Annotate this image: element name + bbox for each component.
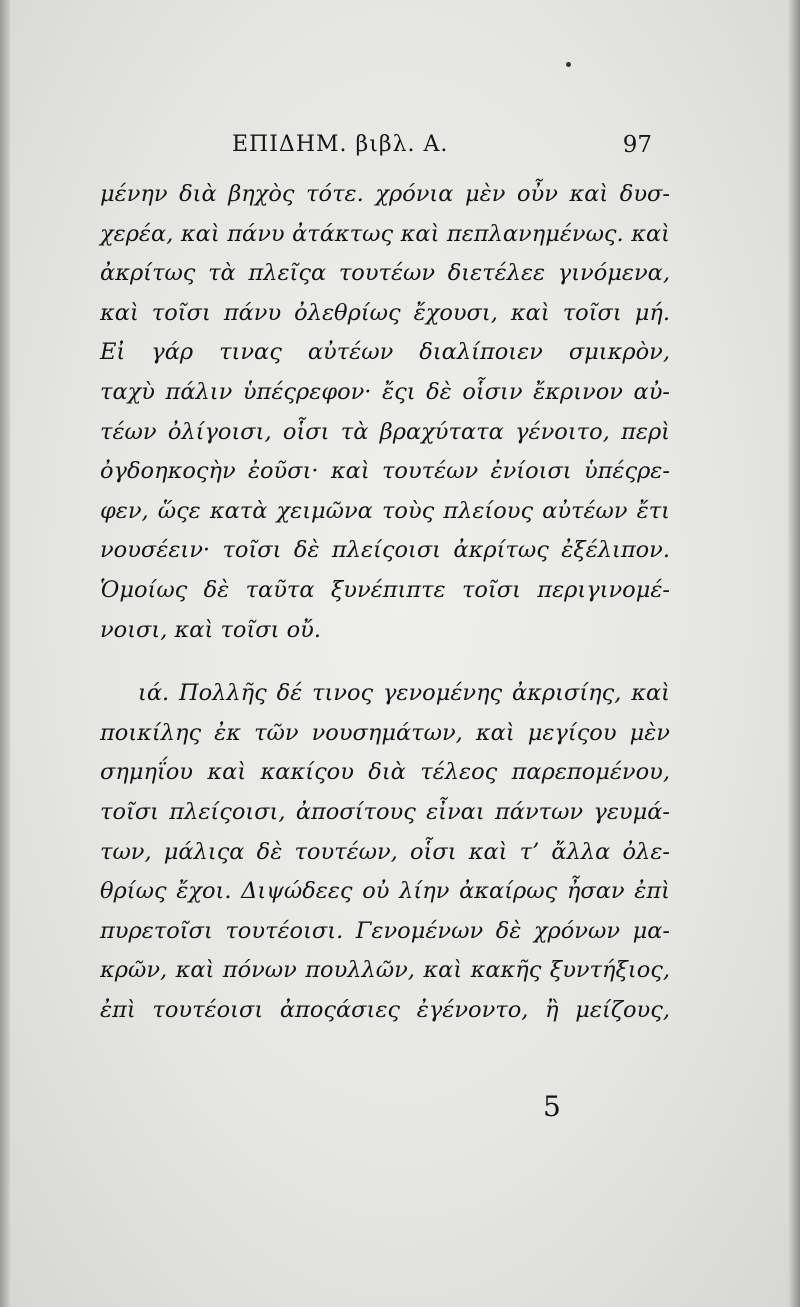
text-line: μένην διὰ βηχὸς τότε. χρόνια μὲν οὖν καὶ δυσ- <box>100 181 670 207</box>
text-line: τοῖσι πλείςοισι, ἀποσίτους εἶναι πάντων γευμά- <box>100 798 670 825</box>
text-line: ιά. Πολλῆς δέ τινος γενομένης ἀκρισίης, καὶ <box>138 680 670 707</box>
text-line: ταχὺ πάλιν ὑπέςρεφον· ἔςι δὲ οἷσιν ἔκρινον αὐ- <box>100 378 670 405</box>
text-line: θρίως ἔχοι. Διψώδεες οὐ λίην ἀκαίρως ἦσαν ἐπὶ <box>100 878 670 905</box>
text-line: ἀκρίτως τὰ πλεῖςα τουτέων διετέλεε γινόμενα, <box>100 260 670 287</box>
text-line: χερέα, καὶ πάνυ ἀτάκτως καὶ πεπλανημένως. καὶ <box>100 220 670 247</box>
page-edge-left <box>0 0 10 1307</box>
text-line: ὀγδοηκοςὴν ἐοῦσι· καὶ τουτέων ἐνίοισι ὑπέςρε- <box>100 458 670 485</box>
text-line: Εἰ γάρ τινας αὐτέων διαλίποιεν σμικρὸν, <box>100 339 670 366</box>
text-line: των, μάλιςα δὲ τουτέων, οἷσι καὶ τ’ ἄλλα ὀλε- <box>100 838 670 865</box>
text-line: πυρετοῖσι τουτέοισι. Γενομένων δὲ χρόνων μα- <box>100 917 670 944</box>
text-line: ἐπὶ τουτέοισι ἀποςάσιες ἐγένοντο, ἢ μείζους, <box>100 996 670 1023</box>
running-header <box>232 128 652 164</box>
page-number: 97 <box>622 132 652 158</box>
text-line: σημηΐου καὶ κακίςου διὰ τέλεος παρεπομένου, <box>100 759 670 786</box>
text-line: καὶ τοῖσι πάνυ ὀλεθρίως ἔχουσι, καὶ τοῖσι μή. <box>100 299 670 326</box>
paragraph-gap <box>100 650 670 674</box>
text-line: ποικίλης ἐκ τῶν νουσημάτων, καὶ μεγίςου μὲν <box>100 719 670 746</box>
text-line: τέων ὀλίγοισι, οἷσι τὰ βραχύτατα γένοιτο, περὶ <box>100 418 670 445</box>
running-title: ΕΠΙΔΗΜ. βιβλ. Α. <box>232 132 449 157</box>
text-line: κρῶν, καὶ πόνων πουλλῶν, καὶ κακῆς ξυντήξιος, <box>100 957 670 984</box>
text-line: νουσέειν· τοῖσι δὲ πλείςοισι ἀκρίτως ἐξέλιπον. <box>100 537 670 564</box>
body-text <box>100 175 670 1030</box>
text-line: φεν, ὥςε κατὰ χειμῶνα τοὺς πλείους αὐτέων ἔτι <box>100 497 670 524</box>
page-edge-right <box>788 0 800 1307</box>
signature-mark: 5 <box>543 1090 561 1123</box>
ink-speck <box>566 62 571 67</box>
text-line: νοισι, καὶ τοῖσι οὔ. <box>100 616 321 643</box>
text-line: Ὁμοίως δὲ ταῦτα ξυνέπιπτε τοῖσι περιγινομέ- <box>100 576 670 603</box>
